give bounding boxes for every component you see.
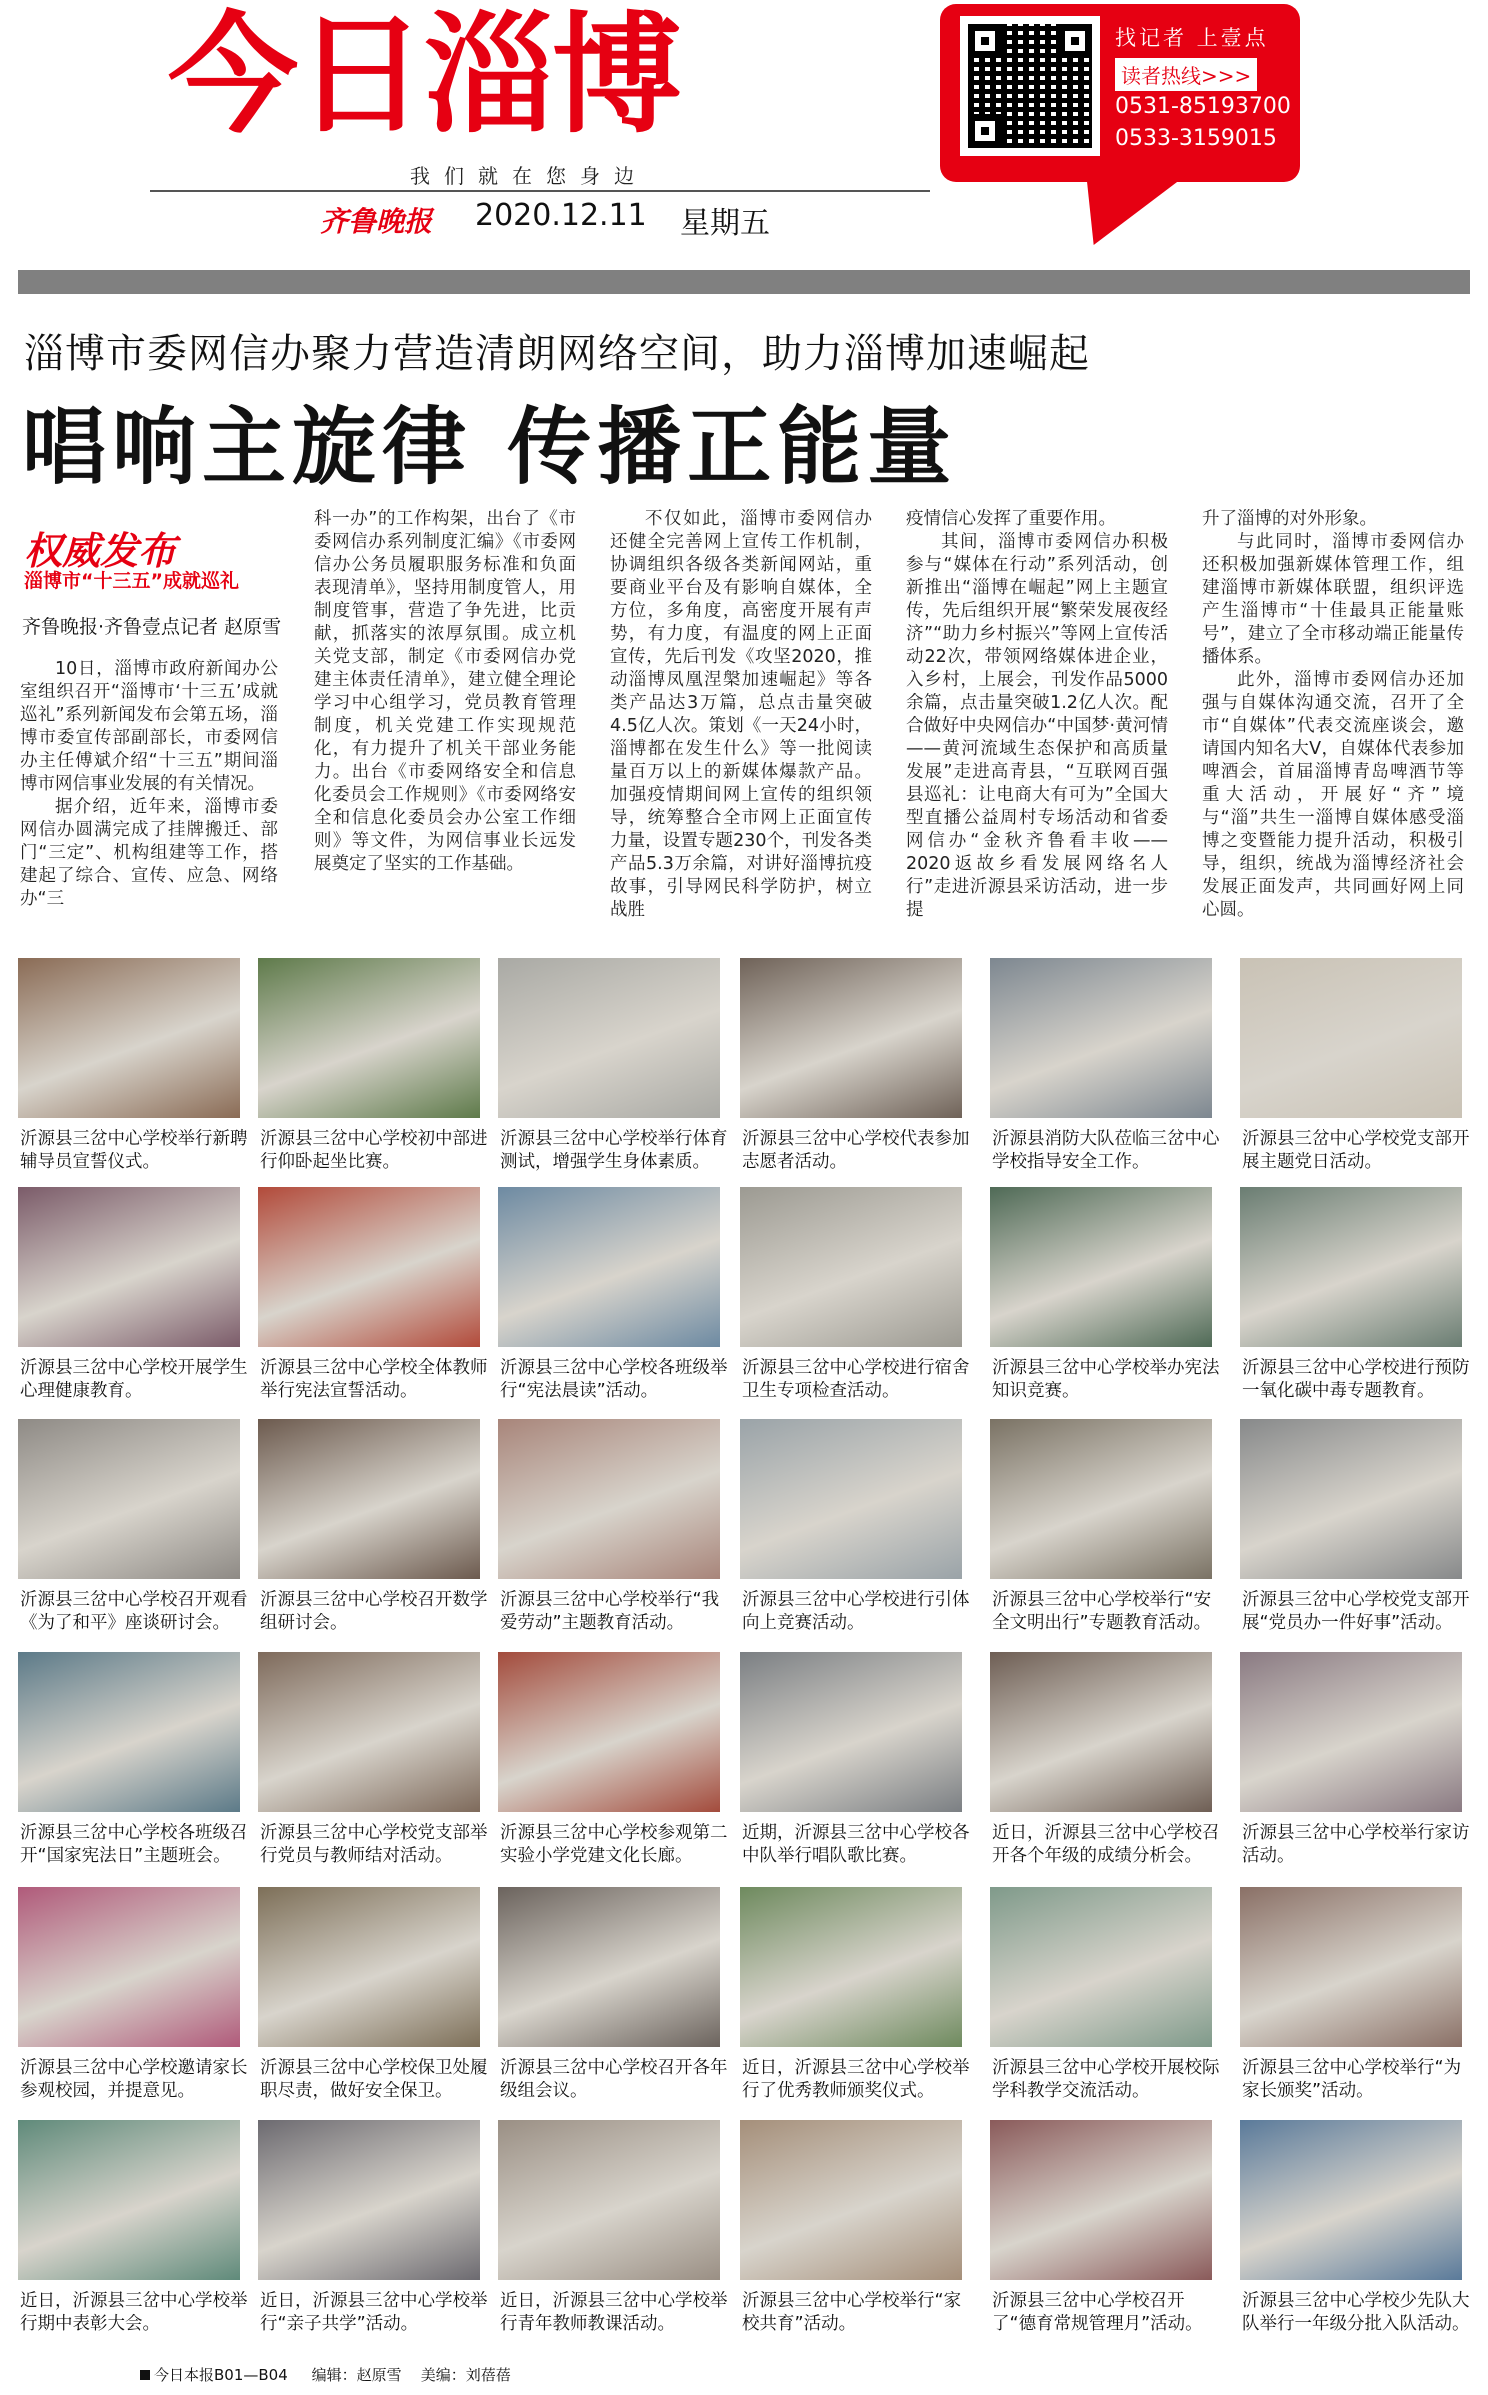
news-photo (258, 2120, 480, 2280)
hotline-phone2: 0533-3159015 (1115, 126, 1277, 151)
photo-caption: 沂源县三岔中心学校开展学生心理健康教育。 (20, 1358, 248, 1401)
header-band (18, 270, 1470, 294)
photo-caption: 沂源县三岔中心学校党支部开展主题党日活动。 (1242, 1129, 1470, 1172)
photo-caption: 沂源县三岔中心学校党支部开展“党员办一件好事”活动。 (1242, 1590, 1470, 1633)
photo-caption: 沂源县三岔中心学校进行预防一氧化碳中毒专题教育。 (1242, 1358, 1470, 1401)
photo-caption: 近日，沂源县三岔中心学校举行期中表彰大会。 (20, 2291, 248, 2334)
news-photo (18, 1887, 240, 2047)
column-badge-title: 权威发布 (24, 529, 177, 573)
photo-caption: 近日，沂源县三岔中心学校召开各个年级的成绩分析会。 (992, 1823, 1220, 1866)
news-photo (990, 1187, 1212, 1347)
paragraph: 据介绍，近年来，淄博市委网信办圆满完成了挂牌搬迁、部门“三定”、机构组建等工作，搭建起了综合、宣传、应急、网络办“三 (20, 797, 278, 909)
photo-caption: 沂源县三岔中心学校党支部举行党员与教师结对活动。 (260, 1823, 488, 1866)
footer-designer: 美编：刘蓓蓓 (420, 2366, 511, 2384)
news-photo (498, 1652, 720, 1812)
photo-caption: 沂源县三岔中心学校举行新聘辅导员宣誓仪式。 (20, 1129, 248, 1172)
photo-caption: 沂源县三岔中心学校参观第二实验小学党建文化长廊。 (500, 1823, 728, 1866)
paragraph: 疫情信心发挥了重要作用。 (906, 509, 1116, 529)
bubble-tail (1054, 175, 1187, 245)
photo-caption: 沂源县三岔中心学校进行引体向上竞赛活动。 (742, 1590, 970, 1633)
qilu-evening-logo: 齐鲁晚报 (320, 205, 433, 238)
hotline-line1: 找记者 上壹点 (1115, 26, 1269, 50)
news-photo (1240, 1652, 1462, 1812)
news-photo (258, 1187, 480, 1347)
news-photo (1240, 1419, 1462, 1579)
news-photo (740, 1419, 962, 1579)
photo-caption: 沂源县三岔中心学校召开观看《为了和平》座谈研讨会。 (20, 1590, 248, 1633)
paragraph: 其间，淄博市委网信办积极参与“媒体在行动”系列活动，创新推出“淄博在崛起”网上主题宣传，先后组织开展“繁荣发展夜经济”“助力乡村振兴”等网上宣传活动22次，带领网络媒体进企业，入乡村，上展会，刊发作品5000余篇，点击量突破1.2亿人次。配合做好中央网信办“中国梦·黄河情——黄河流域生态保护和高质量发展”走进高青县，“互联网百强县巡礼：让电商大有可为”全国大型直播公益周村专场活动和省委网信办“金秋齐鲁看丰收——2020返故乡看发展网络名人行”走进沂源县采访活动，进一步提 (906, 532, 1168, 920)
news-photo (498, 1419, 720, 1579)
news-photo (18, 1187, 240, 1347)
photo-caption: 沂源县三岔中心学校代表参加志愿者活动。 (742, 1129, 970, 1172)
photo-caption: 沂源县三岔中心学校举行“安全文明出行”专题教育活动。 (992, 1590, 1212, 1633)
photo-caption: 沂源县三岔中心学校保卫处履职尽责，做好安全保卫。 (260, 2058, 488, 2101)
issue-weekday: 星期五 (680, 206, 770, 241)
news-photo (18, 2120, 240, 2280)
slogan-divider (150, 190, 930, 192)
photo-caption: 近日，沂源县三岔中心学校举行了优秀教师颁奖仪式。 (742, 2058, 970, 2101)
news-photo (740, 1887, 962, 2047)
news-photo (498, 1187, 720, 1347)
photo-caption: 沂源县三岔中心学校各班级召开“国家宪法日”主题班会。 (20, 1823, 248, 1866)
photo-caption: 沂源县三岔中心学校各班级举行“宪法晨读”活动。 (500, 1358, 728, 1401)
news-photo (258, 1652, 480, 1812)
slogan: 我们就在您身边 (410, 164, 648, 188)
photo-caption: 沂源县三岔中心学校召开数学组研讨会。 (260, 1590, 488, 1633)
footer-editor: 编辑：赵原雪 (311, 2366, 402, 2384)
news-photo (18, 1652, 240, 1812)
article-kicker: 淄博市委网信办聚力营造清朗网络空间，助力淄博加速崛起 (24, 331, 1090, 377)
article-headline: 唱响主旋律 传播正能量 (22, 398, 958, 496)
photo-caption: 沂源县三岔中心学校举行“家校共育”活动。 (742, 2291, 962, 2334)
photo-caption: 沂源县三岔中心学校召开各年级组会议。 (500, 2058, 728, 2101)
article-column-5 (1202, 508, 1464, 922)
news-photo (990, 1419, 1212, 1579)
paragraph: 科一办”的工作构架，出台了《市委网信办系列制度汇编》《市委网信办公务员履职服务标准和负面表现清单》，坚持用制度管人，用制度管事，营造了争先进，比贡献，抓落实的浓厚氛围。成立机关党支部，制定《市委网信办党建主体责任清单》，建立健全理论学习中心组学习，党员教育管理制度，机关党建工作实现规范化，有力提升了机关干部业务能力。出台《市委网络安全和信息化委员会工作规则》《市委网络安全和信息化委员会办公室工作细则》等文件，为网信事业长远发展奠定了坚实的工作基础。 (314, 509, 576, 874)
photo-caption: 沂源县三岔中心学校全体教师举行宪法宣誓活动。 (260, 1358, 488, 1401)
column-badge-subtitle: 淄博市“十三五”成就巡礼 (24, 570, 239, 592)
hotline-line2: 读者热线>>> (1115, 58, 1257, 91)
paragraph: 10日，淄博市政府新闻办公室组织召开“淄博市‘十三五’成就巡礼”系列新闻发布会第五场，淄博市委宣传部副部长，市委网信办主任傅斌介绍“十三五”期间淄博市网信事业发展的有关情况。 (20, 659, 278, 794)
news-photo (740, 1652, 962, 1812)
photo-caption: 沂源县三岔中心学校召开了“德育常规管理月”活动。 (992, 2291, 1203, 2334)
photo-caption: 沂源县三岔中心学校举行体育测试，增强学生身体素质。 (500, 1129, 728, 1172)
photo-caption: 沂源县三岔中心学校举行家访活动。 (1242, 1823, 1470, 1866)
news-photo (258, 958, 480, 1118)
photo-caption: 沂源县三岔中心学校邀请家长参观校园，并提意见。 (20, 2058, 248, 2101)
paragraph: 不仅如此，淄博市委网信办还健全完善网上宣传工作机制，协调组织各级各类新闻网站，重要商业平台及有影响自媒体，全方位，多角度，高密度开展有声势，有力度，有温度的网上正面宣传，先后刊发《攻坚2020，推动淄博凤凰涅槃加速崛起》等各类产品达3万篇，总点击量突破4.5亿人次。策划《一天24小时，淄博都在发生什么》等一批阅读量百万以上的新媒体爆款产品。加强疫情期间网上宣传的组织领导，统筹整合全市网上正面宣传力量，设置专题230个，刊发各类产品5.3万余篇，对讲好淄博抗疫故事，引导网民科学防护，树立战胜 (610, 509, 872, 920)
newspaper-title: 今日淄博 (168, 0, 681, 151)
paragraph: 升了淄博的对外形象。 (1202, 509, 1377, 529)
photo-caption: 沂源县三岔中心学校举行“为家长颁奖”活动。 (1242, 2058, 1462, 2101)
news-photo (990, 958, 1212, 1118)
news-photo (18, 1419, 240, 1579)
news-photo (740, 2120, 962, 2280)
news-photo (740, 1187, 962, 1347)
byline: 齐鲁晚报·齐鲁壹点记者 赵原雪 (22, 616, 282, 638)
news-photo (1240, 2120, 1462, 2280)
footer-pages: 今日本报B01—B04 (154, 2366, 288, 2384)
news-photo (498, 2120, 720, 2280)
news-photo (498, 1887, 720, 2047)
paragraph: 与此同时，淄博市委网信办还积极加强新媒体管理工作，组建淄博市新媒体联盟，组织评选产生淄博市“十佳最具正能量账号”，建立了全市移动端正能量传播体系。 (1202, 532, 1464, 667)
photo-caption: 沂源县三岔中心学校举行“我爱劳动”主题教育活动。 (500, 1590, 720, 1633)
article-column-2 (314, 508, 576, 876)
news-photo (1240, 958, 1462, 1118)
issue-date: 2020.12.11 (475, 198, 647, 233)
photo-caption: 近日，沂源县三岔中心学校举行青年教师教课活动。 (500, 2291, 728, 2334)
news-photo (990, 2120, 1212, 2280)
photo-caption: 沂源县三岔中心学校少先队大队举行一年级分批入队活动。 (1242, 2291, 1470, 2334)
photo-caption: 沂源县三岔中心学校举办宪法知识竞赛。 (992, 1358, 1220, 1401)
article-column-4 (906, 508, 1168, 922)
photo-caption: 沂源县三岔中心学校开展校际学科教学交流活动。 (992, 2058, 1220, 2101)
photo-caption: 近期，沂源县三岔中心学校各中队举行唱队歌比赛。 (742, 1823, 970, 1866)
news-photo (990, 1652, 1212, 1812)
news-photo (18, 958, 240, 1118)
qr-code-icon[interactable] (960, 16, 1100, 156)
article-column-1 (20, 658, 278, 911)
photo-caption: 沂源县消防大队莅临三岔中心学校指导安全工作。 (992, 1129, 1220, 1172)
square-bullet-icon (140, 2370, 150, 2380)
news-photo (1240, 1887, 1462, 2047)
news-photo (990, 1887, 1212, 2047)
news-photo (740, 958, 962, 1118)
news-photo (498, 958, 720, 1118)
photo-caption: 沂源县三岔中心学校进行宿舍卫生专项检查活动。 (742, 1358, 970, 1401)
photo-caption: 近日，沂源县三岔中心学校举行“亲子共学”活动。 (260, 2291, 488, 2334)
article-column-3 (610, 508, 872, 922)
page-footer (140, 2364, 511, 2385)
news-photo (258, 1887, 480, 2047)
news-photo (1240, 1187, 1462, 1347)
paragraph: 此外，淄博市委网信办还加强与自媒体沟通交流，召开了全市“自媒体”代表交流座谈会，邀请国内知名大V，自媒体代表参加啤酒会，首届淄博青岛啤酒节等重大活动，开展好“齐”境与“淄”共生一淄博自媒体感受淄博之变暨能力提升活动，积极引导，组织，统战为淄博经济社会发展正面发声，共同画好网上同心圆。 (1202, 670, 1464, 920)
hotline-phone1: 0531-85193700 (1115, 94, 1291, 119)
news-photo (258, 1419, 480, 1579)
photo-caption: 沂源县三岔中心学校初中部进行仰卧起坐比赛。 (260, 1129, 488, 1172)
